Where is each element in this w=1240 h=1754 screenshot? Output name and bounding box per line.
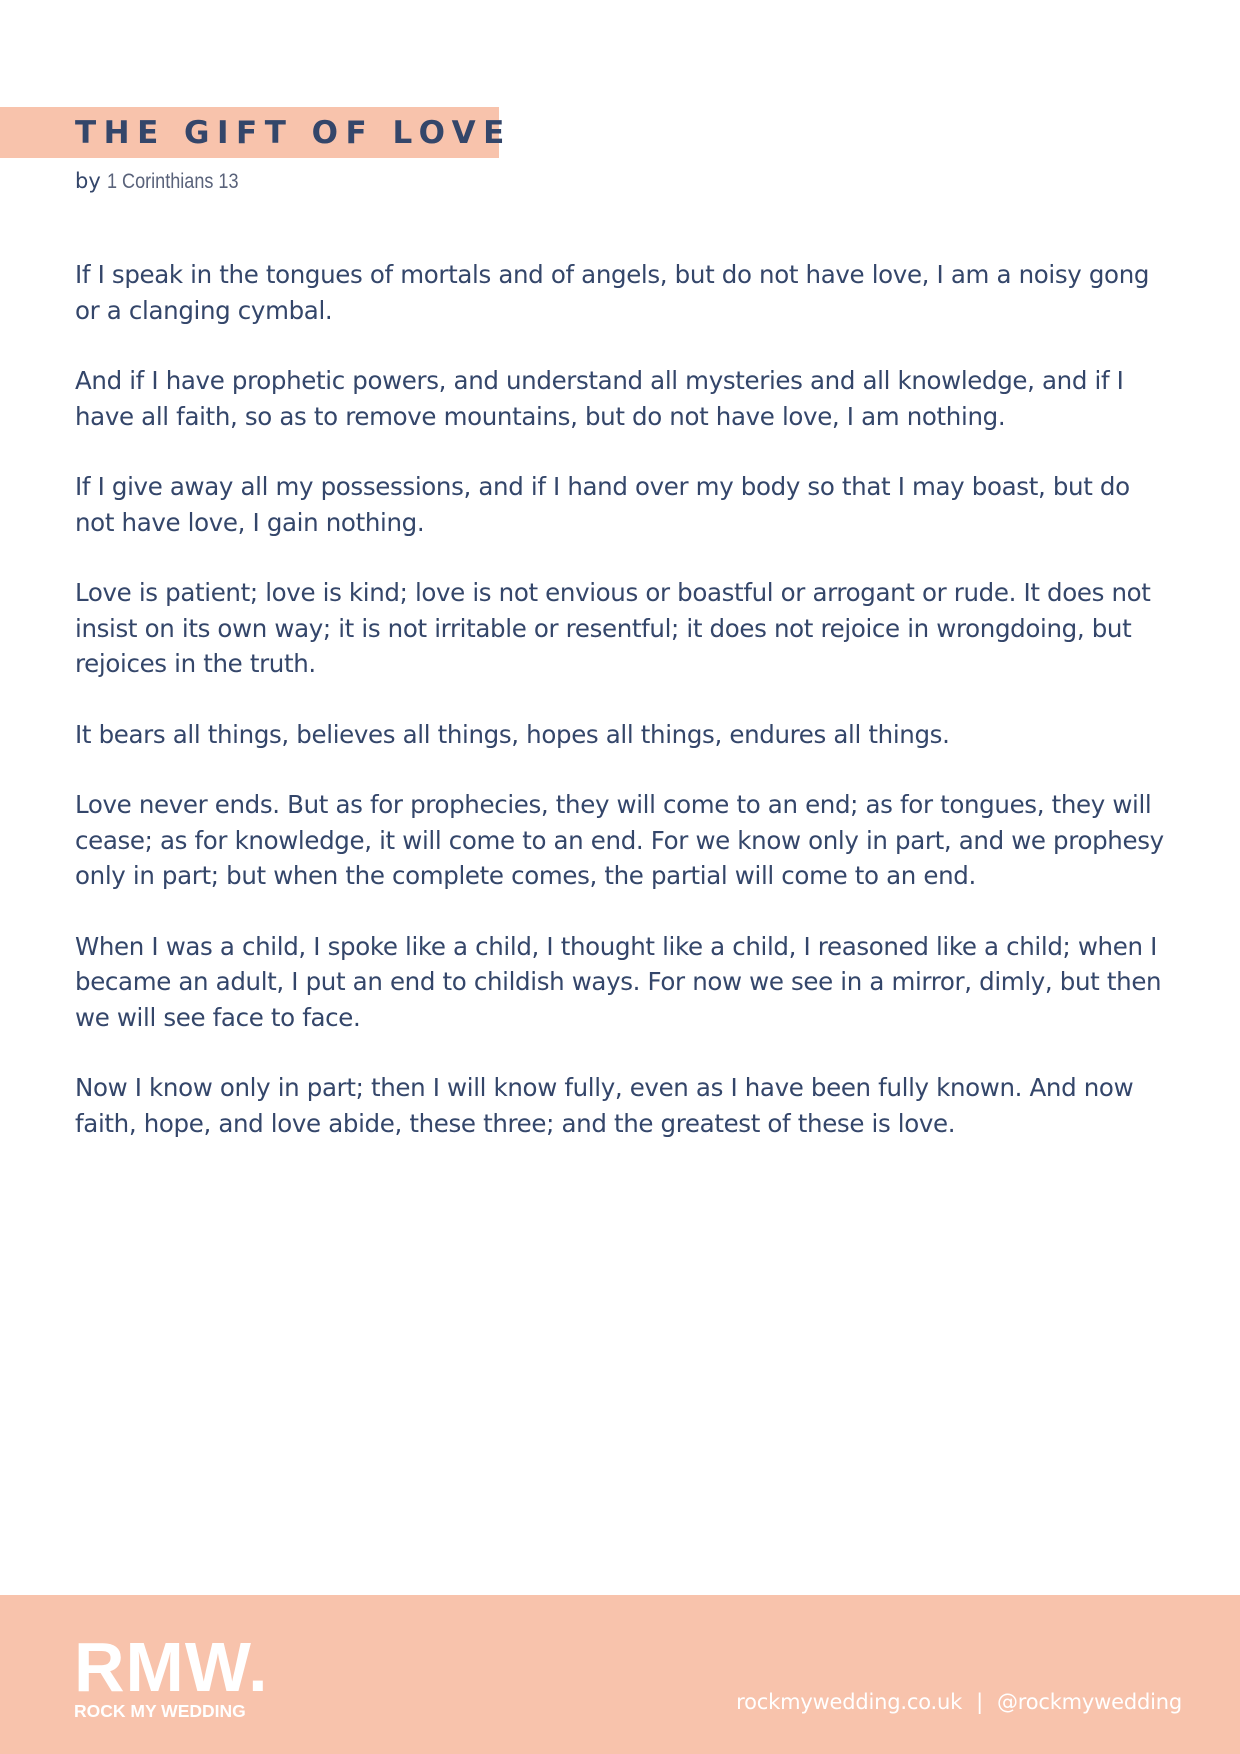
paragraph: If I give away all my possessions, and if I hand over my body so that I may boast, but do not have love, I gain nothing. — [75, 472, 1130, 537]
paragraph: Love never ends. But as for prophecies, they will come to an end; as for tongues, they will cease; as for knowledge, it will come to an end. For we know only in part, and we prophesy only in part; but when the complete comes, the partial will come to an end. — [75, 790, 1164, 890]
footer-separator: | — [976, 1690, 983, 1714]
paragraph: Love is patient; love is kind; love is not envious or boastful or arrogant or rude. It does not insist on its own way; it is not irritable or resentful; it does not rejoice in wrongdoing, but rejoices in the truth. — [75, 578, 1151, 678]
paragraph: And if I have prophetic powers, and understand all mysteries and all knowledge, and if I have all faith, so as to remove mountains, but do not have love, I am nothing. — [75, 366, 1124, 431]
body-text — [75, 257, 1175, 1176]
paragraph: Now I know only in part; then I will know fully, even as I have been fully known. And now faith, hope, and love abide, these three; and the greatest of these is love. — [75, 1073, 1134, 1138]
logo-mark: RMW. — [74, 1628, 269, 1706]
byline — [75, 166, 260, 197]
page-title: THE GIFT OF LOVE — [75, 115, 512, 151]
website-link[interactable]: rockmywedding.co.uk — [736, 1690, 963, 1714]
logo-text: ROCK MY WEDDING — [74, 1701, 246, 1721]
rmw-logo — [74, 1628, 269, 1721]
byline-by-label: by — [75, 169, 101, 193]
paragraph: If I speak in the tongues of mortals and of angels, but do not have love, I am a noisy gong or a clanging cymbal. — [75, 260, 1150, 325]
paragraph: When I was a child, I spoke like a child, I thought like a child, I reasoned like a child; when I became an adult, I put an end to childish ways. For now we see in a mirror, dimly, but then we will see face to face. — [75, 931, 1162, 1032]
footer-links — [736, 1687, 1182, 1717]
paragraph: It bears all things, believes all things, hopes all things, endures all things. — [75, 719, 950, 749]
social-handle-link[interactable]: @rockmywedding — [996, 1690, 1182, 1714]
byline-author: 1 Corinthians 13 — [107, 170, 239, 193]
